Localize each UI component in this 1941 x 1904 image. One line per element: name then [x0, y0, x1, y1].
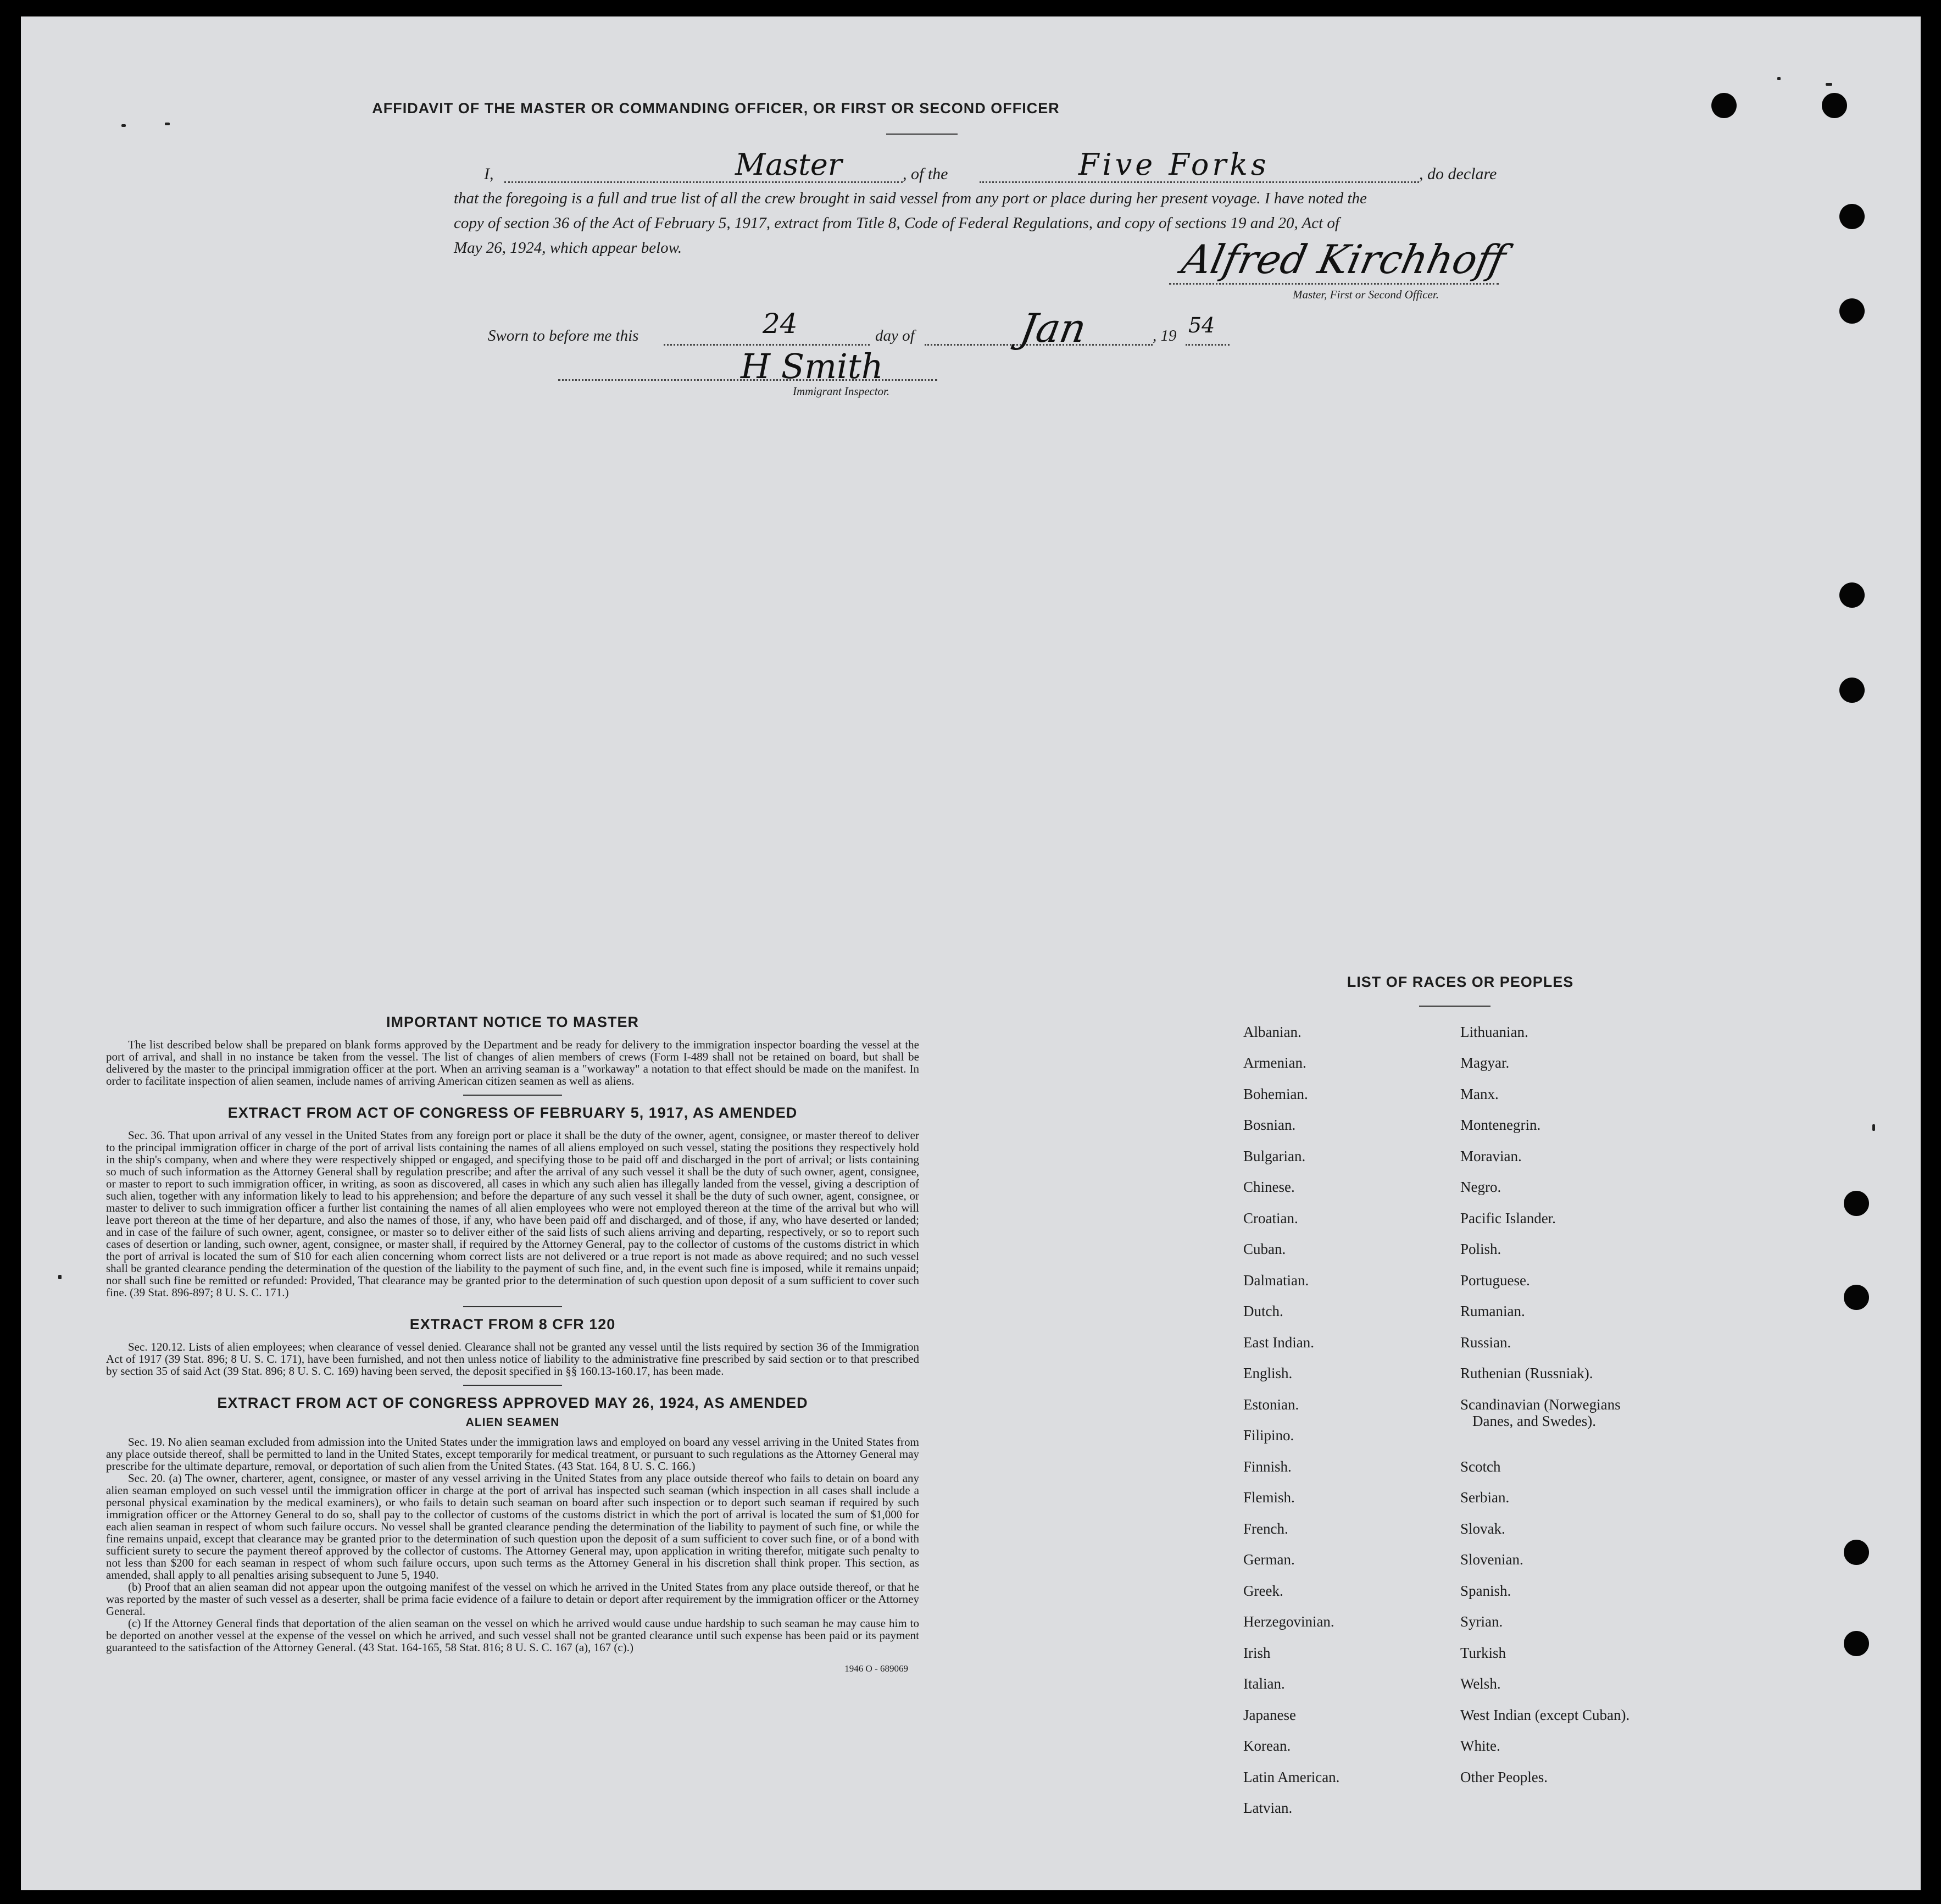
race-item: Lithuanian. [1460, 1024, 1528, 1040]
year-handwritten: 54 [1188, 313, 1215, 337]
race-item: Rumanian. [1460, 1303, 1525, 1319]
day-handwritten: 24 [763, 308, 798, 340]
race-item: Pacific Islander. [1460, 1210, 1556, 1226]
race-item: Danes, and Swedes). [1472, 1413, 1596, 1429]
master-signature: Alfred Kirchhoff [1178, 236, 1510, 282]
race-item: English. [1243, 1365, 1293, 1381]
races-right-list [1460, 1024, 1735, 1848]
inspector-caption: Immigrant Inspector. [793, 385, 890, 398]
binder-hole [1839, 298, 1865, 324]
sec20b-text: (b) Proof that an alien seaman did not appear upon the outgoing manifest of the vessel on which he arrived in the United States from any place outside thereof, or that he was reported by the master of such vessel as a deserter, shall be prima facie evidence of a failure to detain or deport after requirement by the immigration officer or the Attorney General. [106, 1580, 919, 1618]
race-item: Other Peoples. [1460, 1769, 1548, 1785]
sec20a-text: Sec. 20. (a) The owner, charterer, agent, consignee, or master of any vessel arriving in the United States from any place outside thereof who fails to detain on board any alien seaman employed on such vessel until the immigration officer in charge at the port of arrival has inspected such seaman (which inspection in all cases shall include a personal physical examination by the medical examiners), or who fails to detain such seaman on board after such inspection or to deport such seaman if required by such immigration officer or the Attorney General to do so, shall pay to the collector of customs of the customs district in which the port of arrival is located the sum of $1,000 for each alien seaman in respect of whom such failure occurs. No vessel shall be granted clearance pending the determination of the liability to payment of such fine, or while the fine remains unpaid, except that clearance may be granted prior to the determination of such question upon the deposit of a sum sufficient to cover such fine, or of a bond with sufficient surety to secure the payment thereof approved by the collector of customs. The Attorney General may, upon application in writing therefor, mitigate such penalty to not less than $200 for each seaman in respect of whom such failure occurs, upon such terms as the Attorney General in his discretion shall think proper. This section, as amended, shall apply to all penalties arising subsequent to June 5, 1940. [106, 1472, 919, 1581]
race-item: Slovak. [1460, 1520, 1505, 1537]
notice-text: The list described below shall be prepared on blank forms approved by the Department and be ready for delivery to the immigration inspector boarding the vessel at the port of arrival, and shall in no instance be taken from the vessel. The list of changes of alien members of crews (Form I-489 shall not be retained on board, but shall be delivered by the master to the principal immigration officer at the port. When an arriving seaman is a "workaway" a notation to that effect should be made on the manifest. In order to facilitate inspection of alien seamen, include names of arriving American citizen seamen as well as aliens. [106, 1038, 919, 1087]
race-item: Albanian. [1243, 1024, 1302, 1040]
race-item: East Indian. [1243, 1334, 1314, 1351]
of-the-label: , of the [903, 165, 948, 183]
extract1917-title: EXTRACT FROM ACT OF CONGRESS OF FEBRUARY 5, 1917, AS AMENDED [227, 1104, 798, 1121]
race-item: Chinese. [1243, 1179, 1295, 1195]
race-item: Scandinavian (Norwegians [1460, 1396, 1621, 1413]
sworn-label: Sworn to before me this [488, 327, 639, 345]
race-item: Polish. [1460, 1241, 1501, 1257]
race-item: German. [1243, 1551, 1295, 1568]
race-item: Welsh. [1460, 1675, 1501, 1692]
race-item: Irish [1243, 1645, 1271, 1661]
race-item: Cuban. [1243, 1241, 1286, 1257]
race-item: Croatian. [1243, 1210, 1298, 1226]
race-item: Serbian. [1460, 1489, 1510, 1506]
race-item: Bulgarian. [1243, 1148, 1306, 1164]
do-declare-label: , do declare [1419, 165, 1497, 183]
race-item: Negro. [1460, 1179, 1501, 1195]
day-of-label: day of [875, 327, 915, 345]
race-item: Dutch. [1243, 1303, 1283, 1319]
sec19-text: Sec. 19. No alien seaman excluded from admission into the United States under the immigration laws and employed on board any vessel arriving in the United States from any place outside thereof, shall be permitted to land in the United States, except temporarily for medical treatment, or pursuant to such regulations as the Attorney General may prescribe for the ultimate departure, removal, or deportation of such alien from the United States. (43 Stat. 164, 8 U. S. C. 166.) [106, 1435, 919, 1473]
binder-hole [1844, 1631, 1869, 1656]
inspector-signature: H Smith [741, 346, 883, 386]
races-title: LIST OF RACES OR PEOPLES [1347, 974, 1574, 990]
race-item: Bohemian. [1243, 1086, 1308, 1102]
race-item: Dalmatian. [1243, 1272, 1309, 1289]
affidavit-line4: May 26, 1924, which appear below. [454, 239, 682, 257]
race-item: Filipino. [1243, 1427, 1294, 1444]
race-item: Greek. [1243, 1583, 1283, 1599]
race-item: Scotch [1460, 1458, 1501, 1475]
race-item: Russian. [1460, 1334, 1511, 1351]
notices-column [106, 1014, 919, 1674]
race-item: Portuguese. [1460, 1272, 1530, 1289]
title-rule [886, 134, 958, 135]
race-item: Estonian. [1243, 1396, 1299, 1413]
affidavit-title: AFFIDAVIT OF THE MASTER OR COMMANDING OFFICER, OR FIRST OR SECOND OFFICER [372, 100, 1060, 116]
affidavit-line3: copy of section 36 of the Act of February 5, 1917, extract from Title 8, Code of Federal Regulations, and copy of sections 19 and 20, Act of [454, 214, 1339, 232]
race-item: Slovenian. [1460, 1551, 1523, 1568]
binder-hole [1844, 1285, 1869, 1310]
year-dotted-line [1186, 344, 1230, 346]
binder-hole [1839, 582, 1865, 608]
divider [463, 1306, 562, 1307]
race-item: Korean. [1243, 1738, 1291, 1754]
race-item: Moravian. [1460, 1148, 1522, 1164]
race-item: Magyar. [1460, 1054, 1510, 1071]
race-item: West Indian (except Cuban). [1460, 1707, 1630, 1723]
speck [1872, 1124, 1875, 1131]
divider [463, 1385, 562, 1386]
speck [1826, 83, 1832, 86]
race-item: Montenegrin. [1460, 1117, 1541, 1133]
race-item: Bosnian. [1243, 1117, 1296, 1133]
races-title-rule [1419, 1006, 1490, 1007]
race-item: Armenian. [1243, 1054, 1306, 1071]
year-prefix: , 19 [1153, 327, 1177, 345]
extract8cfr-text: Sec. 120.12. Lists of alien employees; when clearance of vessel denied. Clearance shall not be granted any vessel until the lists required by section 36 of the Immigration Act of 1917 (39 Stat. 896; 8 U. S. C. 171), have been furnished, and not then unless notice of liability to the administrative fine prescribed by said section or to that prescribed by section 35 of said Act (39 Stat. 896; 8 U. S. C. 169) having been served, the deposit specified in §§ 160.13-160.17, has been made. [106, 1340, 919, 1378]
document-page [21, 16, 1921, 1890]
extract8cfr-title: EXTRACT FROM 8 CFR 120 [409, 1316, 616, 1333]
race-item: Japanese [1243, 1707, 1296, 1723]
sec20c-text: (c) If the Attorney General finds that deportation of the alien seaman on the vessel on which he arrived would cause undue hardship to such seaman he may cause him to be deported on another vessel at the expense of the vessel on which he arrived, and such vessel shall not be granted clearance until such expense has been paid or its payment guaranteed to the satisfaction of the Attorney General. (43 Stat. 164-165, 58 Stat. 816; 8 U. S. C. 167 (a), 167 (c).) [106, 1617, 919, 1654]
binder-hole [1844, 1191, 1869, 1216]
speck [58, 1275, 62, 1279]
binder-hole [1711, 93, 1737, 118]
extract1924-subtitle: ALIEN SEAMEN [465, 1416, 560, 1429]
signature-dotted-line [1169, 283, 1499, 285]
binder-hole [1839, 678, 1865, 703]
binder-hole [1822, 93, 1847, 118]
speck [121, 124, 126, 127]
i-label: I, [484, 165, 494, 183]
race-item: Latvian. [1243, 1800, 1293, 1816]
notice-title: IMPORTANT NOTICE TO MASTER [386, 1014, 639, 1030]
race-item: Spanish. [1460, 1583, 1511, 1599]
speck [165, 123, 170, 125]
month-handwritten: Jan [1016, 305, 1090, 351]
affidavit-line2: that the foregoing is a full and true list of all the crew brought in said vessel from any port or place during her present voyage. I have noted the [454, 190, 1367, 207]
binder-hole [1844, 1540, 1869, 1565]
extract1924-title: EXTRACT FROM ACT OF CONGRESS APPROVED MAY 26, 1924, AS AMENDED [217, 1395, 808, 1411]
race-item: Italian. [1243, 1675, 1285, 1692]
speck [1777, 77, 1781, 80]
race-item: Manx. [1460, 1086, 1499, 1102]
print-code: 1946 O - 689069 [844, 1663, 908, 1674]
race-item: French. [1243, 1520, 1288, 1537]
officer-dotted-line [504, 181, 903, 183]
race-item: Syrian. [1460, 1613, 1503, 1630]
officer-handwritten: Master [735, 147, 842, 182]
extract1917-text: Sec. 36. That upon arrival of any vessel in the United States from any foreign port or place it shall be the duty of the owner, agent, consignee, or master thereof to deliver to the principal immigration officer in charge of the port of arrival lists containing the names of all aliens employed on such vessel, stating the positions they respectively hold in the ship's company, when and where they were respectively shipped or engaged, and specifying those to be paid off and discharged in the port of arrival; or lists containing so much of such information as the Attorney General shall by regulation prescribe; and after the arrival of any such vessel it shall be the duty of such owner, agent, consignee, or master to report to such immigration officer, in writing, as soon as discovered, all cases in which any such alien has illegally landed from the vessel, giving a description of such alien, together with any information likely to lead to his apprehension; and before the departure of any such vessel it shall be the duty of such owner, agent, consignee, or master to deliver to such immigration officer a further list containing the names of all alien employees who were not employed thereon at the time of the arrival but who will leave port thereon at the time of her departure, and also the names of those, if any, who have been paid off and discharged, and of those, if any, who have deserted or landed; and in case of the failure of such owner, agent, consignee, or master so to deliver either of the said lists of such aliens arriving and departing, respectively, or so to report such cases of desertion or landing, such owner, agent, consignee, or master shall, if required by the Attorney General, pay to the collector of customs of the customs district in which the port of arrival is located the sum of $10 for each alien concerning whom correct lists are not delivered or a true report is not made as above required; and no such vessel shall be granted clearance pending the determination of the question of the liability to the payment of such fine, and, in the event such fine is imposed, while it remains unpaid; nor shall such fine be remitted or refunded: Provided, That clearance may be granted prior to the determination of such question upon deposit of a sum sufficient to cover such fine. (39 Stat. 896-897; 8 U. S. C. 171.) [106, 1129, 919, 1299]
race-item: Latin American. [1243, 1769, 1340, 1785]
race-item: Ruthenian (Russniak). [1460, 1365, 1593, 1381]
divider [463, 1095, 562, 1096]
race-item: White. [1460, 1738, 1500, 1754]
signature-caption: Master, First or Second Officer. [1293, 288, 1439, 301]
races-left-list [1243, 1024, 1452, 1848]
day-dotted-line [664, 344, 870, 346]
race-item: Herzegovinian. [1243, 1613, 1334, 1630]
race-item: Finnish. [1243, 1458, 1292, 1475]
race-item: Flemish. [1243, 1489, 1295, 1506]
vessel-handwritten: Five Forks [1078, 147, 1270, 182]
binder-hole [1839, 204, 1865, 229]
inspector-dotted-line [558, 379, 937, 381]
race-item: Turkish [1460, 1645, 1506, 1661]
